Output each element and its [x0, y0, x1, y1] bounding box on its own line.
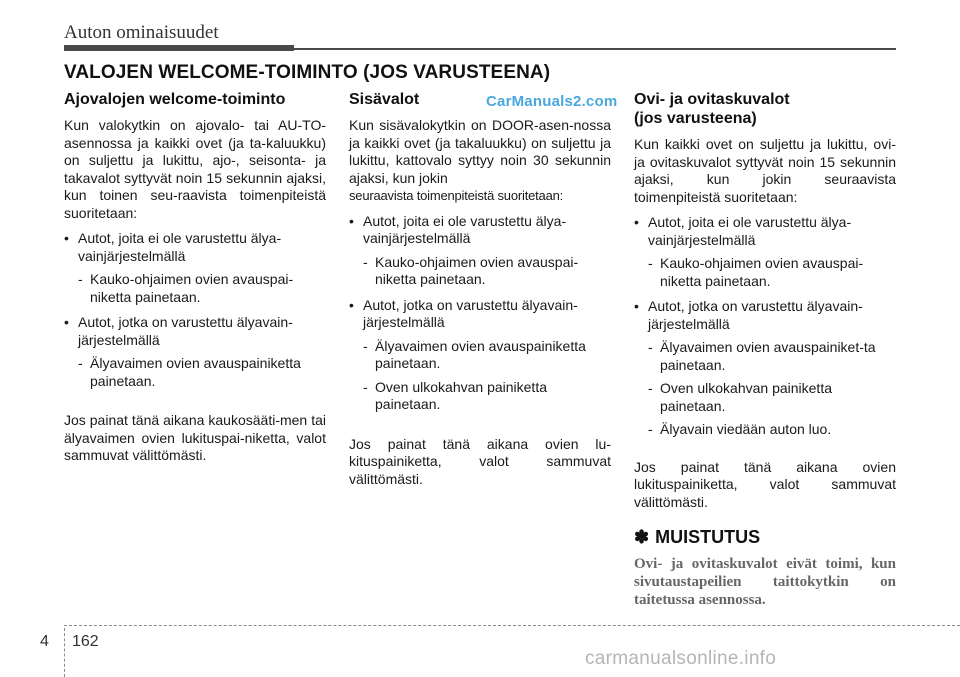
col3-sub-2-text: Älyavaimen ovien avauspainiket-ta painetaan.	[660, 339, 876, 373]
col3-sub-1	[634, 255, 896, 290]
col1-bullet-1	[64, 230, 326, 265]
dash-icon: -	[363, 337, 368, 354]
page-number: 162	[72, 633, 99, 650]
bullet-dot-icon: •	[634, 214, 639, 230]
col2-sub-2	[349, 338, 611, 373]
section-title: VALOJEN WELCOME-TOIMINTO (JOS VARUSTEENA)	[64, 62, 551, 83]
col3-bullet-1	[634, 214, 896, 249]
column-door-lights	[634, 90, 896, 609]
col2-bullet-2-text: Autot, jotka on varustettu älyavain-järjestelmällä	[363, 296, 578, 330]
col3-sub-1-text: Kauko-ohjaimen ovien avauspai-niketta painetaan.	[660, 255, 864, 289]
col3-heading-line1: Ovi- ja ovitaskuvalot	[634, 91, 790, 108]
col3-sub-4	[634, 421, 896, 439]
col1-heading: Ajovalojen welcome-toiminto	[64, 91, 286, 108]
col3-heading	[634, 90, 896, 128]
col3-sub-2	[634, 339, 896, 374]
note-asterisk-icon: ✽	[634, 527, 650, 547]
col3-bullet-2-text: Autot, jotka on varustettu älyavain-järjestelmällä	[648, 298, 863, 332]
col1-sub-1-text: Kauko-ohjaimen ovien avauspai-niketta painetaan.	[90, 271, 294, 305]
col3-sub-3	[634, 380, 896, 415]
dash-icon: -	[648, 255, 653, 271]
header-rule-thin	[294, 48, 896, 50]
col3-bullet-2	[634, 298, 896, 333]
footer-divider	[64, 628, 65, 677]
bullet-dot-icon: •	[64, 314, 69, 330]
col1-bullet-2	[64, 314, 326, 349]
col2-sub-1	[349, 254, 611, 289]
carmanuals-watermark: CarManuals2.com	[486, 93, 618, 110]
col3-bullet-1-text: Autot, joita ei ole varustettu älya-vainjärjestelmällä	[648, 214, 852, 248]
dash-icon: -	[78, 271, 83, 287]
bullet-dot-icon: •	[64, 230, 69, 246]
col1-outro: Jos painat tänä aikana kaukosääti-men tai älyavaimen ovien lukituspai-niketta, valot sammuvat välittömästi.	[64, 412, 326, 463]
dash-icon: -	[78, 355, 83, 371]
column-headlight-welcome	[64, 90, 326, 465]
bullet-dot-icon: •	[349, 212, 354, 229]
col1-sub-1	[64, 271, 326, 306]
col2-outro: Jos painat tänä aikana ovien lu-kituspainiketta, valot sammuvat välittömästi.	[349, 435, 611, 487]
chapter-number: 4	[40, 633, 49, 650]
col3-intro: Kun kaikki ovet on suljettu ja lukittu, ovi- ja ovitaskuvalot syttyvät noin 15 sekunnin ajaksi, kun jokin seuraavista toimenpiteistä suoritetaan:	[634, 136, 896, 205]
site-watermark: carmanualsonline.info	[585, 648, 777, 669]
col2-sub-1-text: Kauko-ohjaimen ovien avauspai-niketta painetaan.	[375, 253, 579, 287]
col1-sub-2-text: Älyavaimen ovien avauspainiketta painetaan.	[90, 355, 301, 389]
note-text: Ovi- ja ovitaskuvalot eivät toimi, kun sivutaustapeilien taittokytkin on taitetussa asennossa.	[634, 555, 896, 608]
dash-icon: -	[648, 421, 653, 437]
col3-heading-line2: (jos varusteena)	[634, 110, 757, 127]
dash-icon: -	[363, 253, 368, 270]
col1-sub-2	[64, 355, 326, 390]
col2-intro-tail: seuraavista toimenpiteistä suoritetaan:	[349, 188, 564, 203]
header-title: Auton ominaisuudet	[64, 22, 219, 43]
col3-sub-4-text: Älyavain viedään auton luo.	[660, 421, 832, 437]
col3-sub-3-text: Oven ulkokahvan painiketta painetaan.	[660, 380, 832, 414]
col2-sub-3-text: Oven ulkokahvan painiketta painetaan.	[375, 378, 547, 412]
footer-rule	[64, 625, 960, 626]
bullet-dot-icon: •	[349, 296, 354, 313]
dash-icon: -	[648, 380, 653, 396]
bullet-dot-icon: •	[634, 298, 639, 314]
col2-sub-3	[349, 379, 611, 414]
dash-icon: -	[648, 339, 653, 355]
col3-outro: Jos painat tänä aikana ovien lukituspainiketta, valot sammuvat välittömästi.	[634, 458, 896, 510]
col2-heading: Sisävalot	[349, 91, 420, 108]
column-interior-lights	[349, 90, 611, 488]
header-rule-thick	[64, 45, 294, 51]
col2-intro: Kun sisävalokytkin on DOOR-asen-nossa ja kaikki ovet (ja takaluukku) on suljettu ja lukittu, kattovalo syttyy noin 30 sekunnin ajaksi, kun jokin	[349, 117, 611, 186]
dash-icon: -	[363, 378, 368, 395]
col2-bullet-1	[349, 213, 611, 248]
col2-bullet-1-text: Autot, joita ei ole varustettu älya-vainjärjestelmällä	[363, 212, 567, 246]
col1-intro: Kun valokytkin on ajovalo- tai AU-TO-asennossa ja kaikki ovet (ja ta-kaluukku) on suljettu ja lukittu, ajo-, seisonta- ja takavalot syttyvät noin 15 sekunnin ajaksi, kun toinen seu-raavista toimenpiteistä suoritetaan:	[64, 117, 326, 221]
note-title	[634, 529, 896, 547]
col2-sub-2-text: Älyavaimen ovien avauspainiketta painetaan.	[375, 337, 586, 371]
col1-bullet-2-text: Autot, jotka on varustettu älyavain-järjestelmällä	[78, 314, 293, 348]
col2-bullet-2	[349, 297, 611, 332]
col1-bullet-1-text: Autot, joita ei ole varustettu älya-vainjärjestelmällä	[78, 230, 282, 264]
note-title-text: MUISTUTUS	[655, 527, 761, 547]
